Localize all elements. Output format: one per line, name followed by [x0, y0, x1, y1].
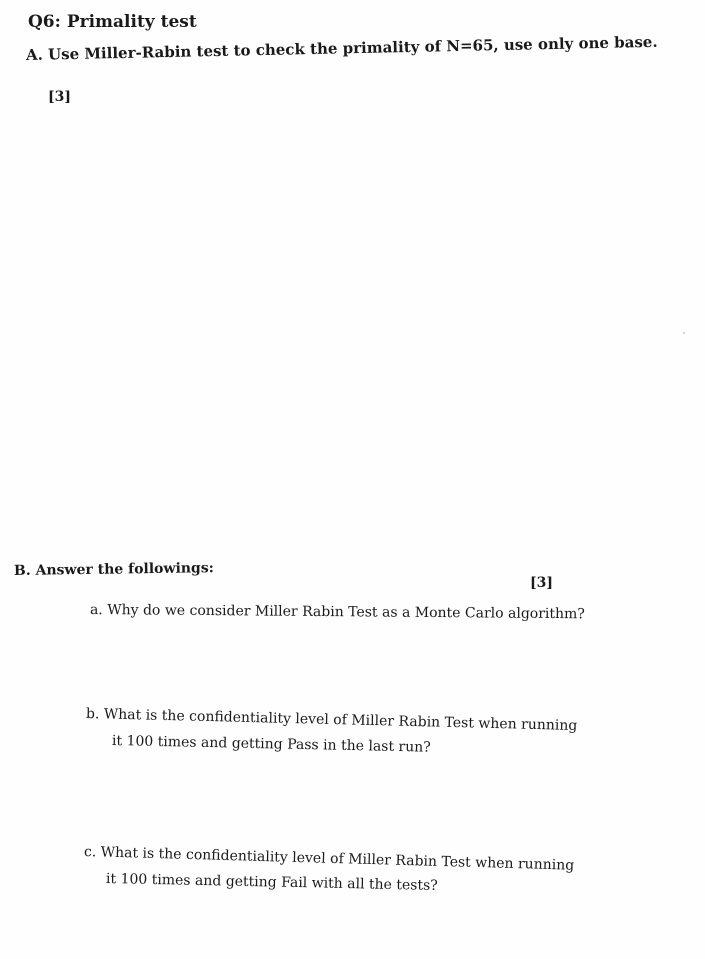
sub-question-b-line1: b. What is the confidentiality level of Miller Rabin Test when running	[85, 706, 578, 735]
sub-question-c-line1: c. What is the confidentiality level of Miller Rabin Test when running	[83, 844, 575, 874]
sub-question-b-line2: it 100 times and getting Pass in the last run?	[111, 733, 431, 756]
part-a-marks: [3]	[48, 89, 71, 105]
part-b-heading: B. Answer the followings:	[13, 560, 214, 579]
sub-question-c-line2: it 100 times and getting Fail with all the tests?	[105, 871, 438, 894]
part-a-question: A. Use Miller-Rabin test to check the primality of N=65, use only one base.	[25, 32, 658, 64]
question-title: Q6: Primality test	[28, 12, 197, 32]
part-b-marks: [3]	[530, 575, 553, 591]
sub-question-a: a. Why do we consider Miller Rabin Test as a Monte Carlo algorithm?	[89, 602, 585, 623]
scan-speck	[683, 332, 685, 334]
